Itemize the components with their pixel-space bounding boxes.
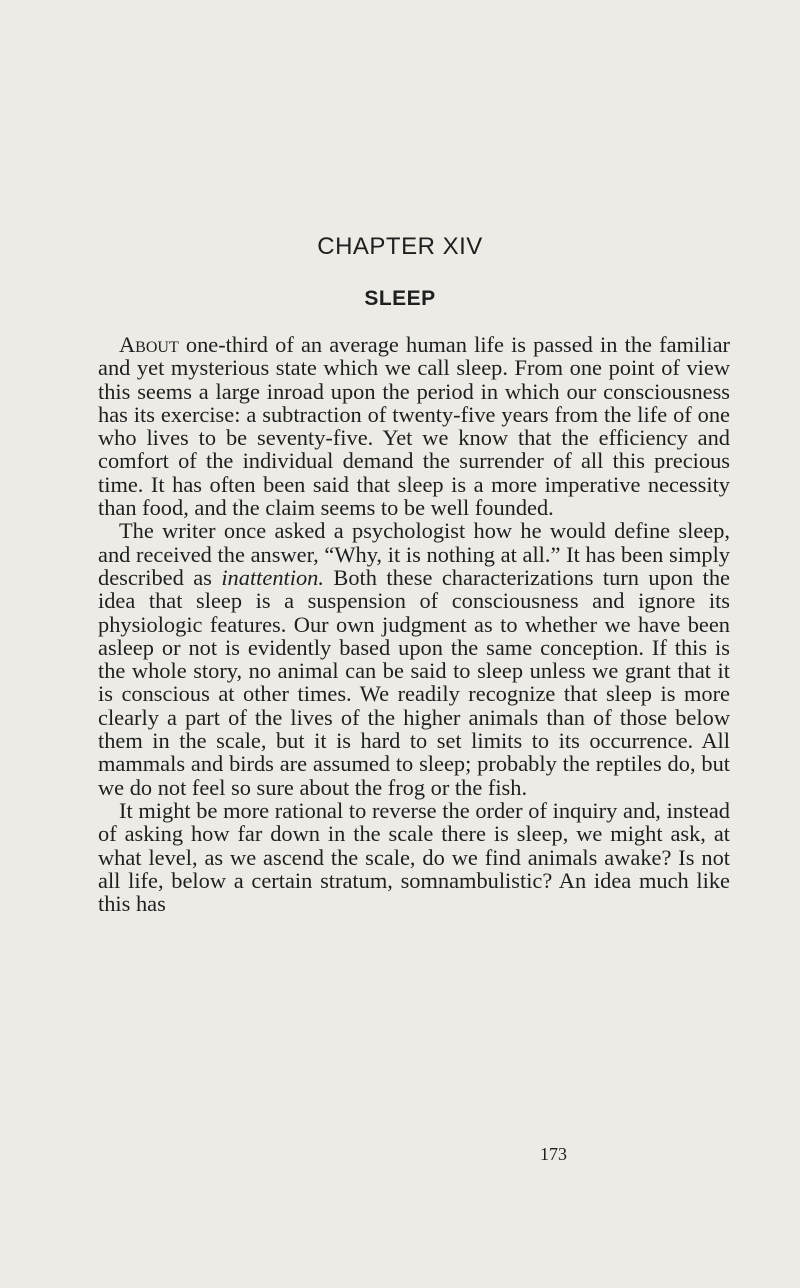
paragraph-2-text-a: The writer once asked a psychologist how he would define sleep, and received the answer, “Why, it is nothing at all.” It has been simply described as <box>98 518 730 590</box>
paragraph-1-text: one-third of an average human life is passed in the familiar and yet mysterious state which we call sleep. From one point of view this seems a large inroad upon the period in which our consciousness has its exercise: a subtraction of twenty-five years from the life of one who lives to be seventy-five. Yet we know that the efficiency and comfort of the individual demand the surrender of all this precious time. It has often been said that sleep is a more imperative necessity than food, and the claim seems to be well founded. <box>98 332 730 521</box>
page-number: 173 <box>540 1144 567 1164</box>
paragraph-1 <box>98 333 730 519</box>
chapter-title: SLEEP <box>364 287 436 310</box>
paragraph-2-text-b: Both these characterizations turn upon the idea that sleep is a suspension of consciousness and ignore its physiologic features. Our own judgment as to whether we have been asleep or not is evidently based upon the same conception. If this is the whole story, no animal can be said to sleep unless we grant that it is conscious at other times. We readily recognize that sleep is more clearly a part of the lives of the higher animals than of those below them in the scale, but it is hard to set limits to its occurrence. All mammals and birds are assumed to sleep; probably the reptiles do, but we do not feel so sure about the frog or the fish. <box>98 564 730 800</box>
paragraph-lead-word: About <box>119 332 179 357</box>
paragraph-3-text: It might be more rational to reverse the order of inquiry and, instead of asking how far down in the scale there is sleep, we might ask, at what level, as we ascend the scale, do we find animals awake? Is not all life, below a certain stratum, somnambulistic? An idea much like this has <box>98 797 730 917</box>
body-text <box>98 333 730 915</box>
chapter-heading: CHAPTER XIV <box>317 233 483 260</box>
paragraph-3 <box>98 799 730 915</box>
paragraph-2-emphasis: inattention. <box>221 564 324 590</box>
paragraph-2 <box>98 519 730 799</box>
